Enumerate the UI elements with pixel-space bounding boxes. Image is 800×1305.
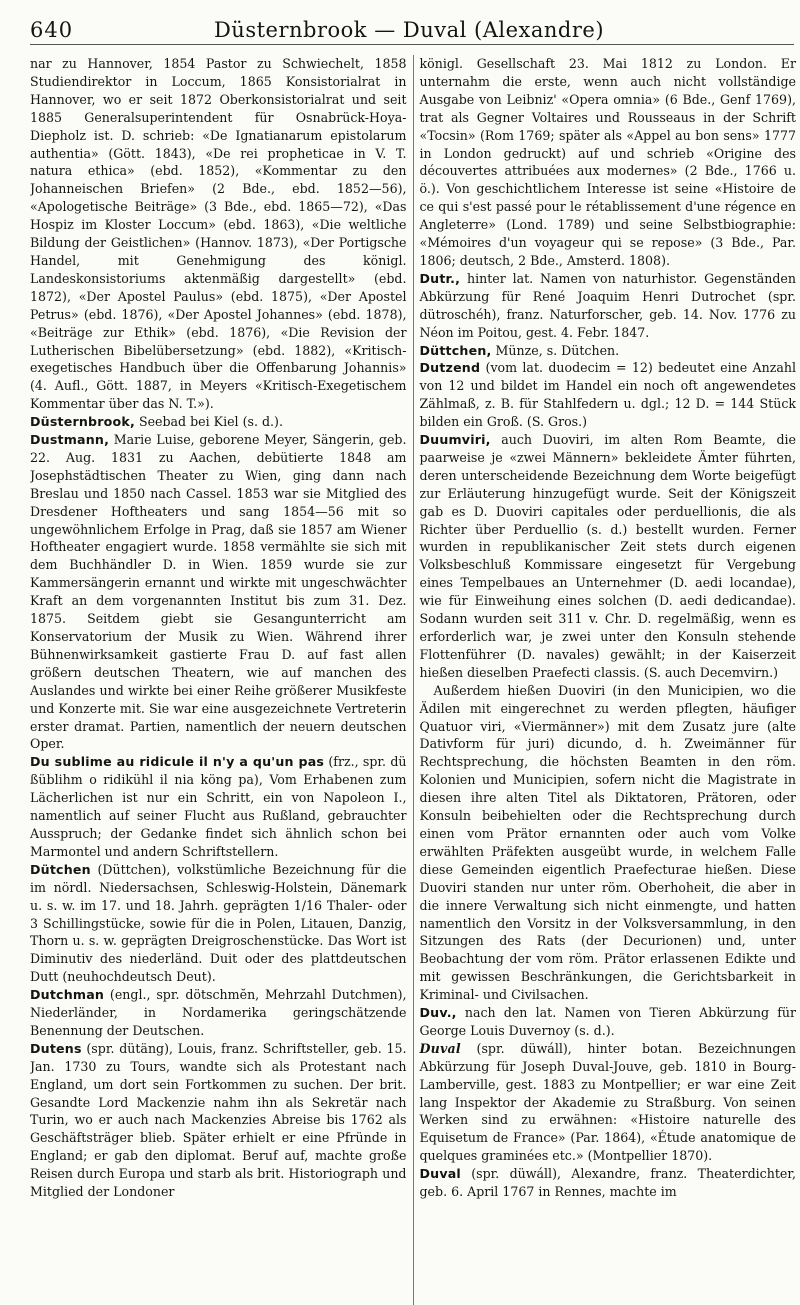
left-column — [30, 55, 413, 1305]
entry-headword: Duval — [419, 1040, 461, 1056]
entry-headword: Du sublime au ridicule il n'y a qu'un pas — [30, 754, 325, 770]
entry-text: Münze, s. Dütchen. — [491, 342, 620, 358]
dictionary-entry — [420, 270, 797, 342]
dictionary-entry — [30, 413, 407, 431]
running-head: Düsternbrook — Duval (Alexandre) — [213, 18, 605, 42]
entry-text: königl. Gesellschaft 23. Mai 1812 zu London. Er unternahm die erste, wenn auch nicht vollständige Ausgabe von Leibniz' «Opera omnia» (6 Bde., Genf 1769), trat als Gegner Voltaires und Rousseaus in der Schrift «Tocsin» (Rom 1769; später als «Appel au bon sens» 1777 in London gedruckt) auf und schrieb «Origine des découvertes attribuées aux modernes» (2 Bde., 1766 u. ö.). Von geschichtlichem Interesse ist seine «Histoire de ce qui s'est passé pour le rétablissement d'une régence en Angleterre» (Lond. 1789) und seine Selbstbiographie: «Mémoires d'un voyageur qui se repose» (3 Bde., Par. 1806; deutsch, 2 Bde., Amsterd. 1808). — [419, 56, 796, 268]
page-header — [30, 10, 788, 48]
dictionary-entry — [420, 1004, 797, 1040]
dictionary-entry — [30, 55, 407, 413]
dictionary-entry — [30, 986, 407, 1040]
entry-text: (frz., spr. dü ßüblihm o ridikühl il nia köng pa), Vom Erhabenen zum Lächerlichen ist nur ein Schritt, ein von Napoleon I., namentlich auf seiner Flucht aus Rußland, gebrauchter Ausspruch; der Gedanke findet sich ähnlich schon bei Marmontel und andern Schriftstellern. — [30, 754, 407, 859]
dictionary-entry — [420, 55, 797, 270]
entry-headword: Dütchen — [30, 861, 91, 877]
entry-text: Marie Luise, geborene Meyer, Sängerin, geb. 22. Aug. 1831 zu Aachen, debütierte 1848 am Josephstädtischen Theater zu Wien, ging dann nach Breslau und 1850 nach Cassel. 1853 war sie Mitglied des Dresdener Hoftheaters und sang 1854—56 mit so ungewöhnlichem Erfolge in Prag, daß sie 1857 am Wiener Hoftheater engagiert wurde. 1858 vermählte sie sich mit dem Buchhändler D. in Wien. 1859 wurde sie zur Kammersängerin ernannt und wirkte mit ungeschwächter Kraft an dem vorgenannten Institut bis zum 31. Dez. 1875. Seitdem giebt sie Gesangunterricht am Konservatorium der Musik zu Wien. Während ihrer Bühnenwirksamkeit gastierte Frau D. auf fast allen größern deutschen Theatern, wie auf manchen des Auslandes und wirkte bei einer Reihe größerer Musikfeste und Konzerte mit. Sie war eine ausgezeichnete Vertreterin erster dramat. Partien, namentlich der neuern deutschen Oper. — [30, 432, 407, 752]
page-number: 640 — [30, 18, 74, 42]
dictionary-entry — [420, 431, 797, 682]
entry-headword: Dustmann, — [30, 432, 110, 448]
entry-text: (spr. dütäng), Louis, franz. Schriftsteller, geb. 15. Jan. 1730 zu Tours, wandte sich als Protestant nach England, um dort sein Fortkommen zu suchen. Der brit. Gesandte Lord Mackenzie nahm ihn als Sekretär nach Turin, wo er auch nach Mackenzies Abreise bis 1762 als Geschäftsträger blieb. Später erhielt er eine Pfründe in England; er gab den diplomat. Beruf auf, machte große Reisen durch Europa und starb als brit. Historiograph und Mitglied der Londoner — [30, 1040, 407, 1200]
entry-headword: Dutchman — [30, 987, 105, 1003]
dictionary-entry — [420, 1165, 797, 1201]
entry-headword: Düsternbrook, — [30, 414, 135, 430]
entry-text: auch Duoviri, im alten Rom Beamte, die paarweise je «zwei Männern» bekleidete Ämter führten, deren unterscheidende Bezeichnung dem Worte beigefügt zur Erläuterung hinzugefügt wurde. Seit der Königszeit gab es D. Duoviri capitales oder perduellionis, die als Richter über Perduellio (s. d.) bestellt wurden. Ferner wurden in republikanischer Zeit stets durch eigenen Volksbeschluß Kommissare eingesetzt für Vergebung eines Tempelbaues an Unternehmer (D. aedi locandae), wie für Einweihung eines solchen (D. aedi dedicandae). Sodann wurden seit 311 v. Chr. D. regelmäßig, wenn es erforderlich war, je zwei unter den Konsuln stehende Flottenführer (D. navales) gewählt; in der Kaiserzeit hießen dieselben Praefecti classis. (S. auch Decemvirn.) — [419, 432, 796, 680]
entry-text: Außerdem hießen Duoviri (in den Municipien, wo die Ädilen mit eingerechnet zu werden pflegten, häufiger Quatuor viri, «Viermänner») mit dem Zusatz jure (alte Dativform für juri) dicundo, d. h. Zweimänner für Rechtsprechung, die höchsten Beamten in den röm. Kolonien und Municipien, sofern nicht die Magistrate in diesen ihre alten Titel als Diktatoren, Prätoren, oder Konsuln beibehielten oder die Rechtsprechung durch einen vom Prätor ernannten oder auch vom Volke erwählten Präfekten ausgeübt wurde, in welchem Falle diese Gemeinden eigentlich Praefecturae hießen. Diese Duoviri standen nur unter röm. Oberhoheit, die aber in die innere Verwaltung sich nicht einmengte, und hatten namentlich den Vorsitz in der Volksversammlung, in den Sitzungen des Rats (der Decurionen) und, unter Beobachtung der vom röm. Prätor erlassenen Edikte und mit gewissen Beschränkungen, die Gerichtsbarkeit in Kriminal- und Civilsachen. — [419, 682, 796, 1003]
dictionary-entry — [420, 1040, 797, 1165]
entry-headword: Duv., — [419, 1005, 457, 1021]
entry-text: Seebad bei Kiel (s. d.). — [134, 414, 283, 430]
right-column — [413, 55, 797, 1305]
text-columns — [30, 55, 796, 1305]
dictionary-entry — [30, 431, 407, 753]
entry-text: (spr. düwáll), hinter botan. Bezeichnungen Abkürzung für Joseph Duval-Jouve, geb. 1810 in Bourg-Lamberville, gest. 1883 zu Montpellier; er war eine Zeit lang Inspektor der Akademie zu Straßburg. Von seinen Werken sind zu erwähnen: «Histoire naturelle des Equisetum de France» (Par. 1864), «Étude anatomique de quelques graminées etc.» (Montpellier 1870). — [419, 1040, 796, 1164]
entry-text: (engl., spr. dötschmĕn, Mehrzahl Dutchmen), Niederländer, in Nordamerika geringschätzende Benennung der Deutschen. — [30, 987, 407, 1038]
entry-headword: Duval — [419, 1166, 461, 1182]
entry-headword: Düttchen, — [419, 342, 492, 358]
entry-headword: Dutr., — [419, 270, 461, 286]
entry-text: hinter lat. Namen von naturhistor. Gegenständen Abkürzung für René Joaquim Henri Dutrochet (spr. dütroschéh), franz. Naturforscher, geb. 14. Nov. 1776 zu Néon im Poitou, gest. 4. Febr. 1847. — [419, 270, 796, 340]
dictionary-entry — [420, 359, 797, 431]
entry-headword: Duumviri, — [419, 432, 491, 448]
dictionary-entry — [420, 342, 797, 360]
header-rule — [30, 44, 794, 45]
entry-text: (Düttchen), volkstümliche Bezeichnung für die im nördl. Niedersachsen, Schleswig-Holstein, Dänemark u. s. w. im 17. und 18. Jahrh. geprägten 1/16 Thaler- oder 3 Schillingstücke, sowie für die in Polen, Litauen, Danzig, Thorn u. s. w. geprägten Dreigroschenstücke. Das Wort ist Diminutiv des niederländ. Duit oder des plattdeutschen Dutt (neuhochdeutsch Deut). — [30, 861, 407, 985]
entry-headword: Dutzend — [419, 360, 481, 376]
entry-text: (spr. düwáll), Alexandre, franz. Theaterdichter, geb. 6. April 1767 in Rennes, machte im — [419, 1166, 796, 1200]
entry-text: nar zu Hannover, 1854 Pastor zu Schwiechelt, 1858 Studiendirektor in Loccum, 1865 Konsistorialrat in Hannover, wo er seit 1872 Oberkonsistorialrat und seit 1885 Generalsuperintendent für Osnabrück-Hoya-Diepholz ist. D. schrieb: «De Ignatianarum epistolarum authentia» (Gött. 1843), «De rei propheticae in V. T. natura ethica» (ebd. 1852), «Kommentar zu den Johanneischen Briefen» (2 Bde., ebd. 1852—56), «Apologetische Beiträge» (3 Bde., ebd. 1865—72), «Das Hospiz im Kloster Loccum» (ebd. 1863), «Die weltliche Bildung der Geistlichen» (Hannov. 1873), «Der Portigsche Handel, mit Genehmigung des königl. Landeskonsistoriums aktenmäßig dargestellt» (ebd. 1872), «Der Apostel Paulus» (ebd. 1875), «Der Apostel Petrus» (ebd. 1876), «Der Apostel Johannes» (ebd. 1878), «Beiträge zur Ethik» (ebd. 1876), «Die Revision der Lutherischen Bibelübersetzung» (ebd. 1882), «Kritisch-exegetisches Handbuch über die Offenbarung Johannis» (4. Aufl., Gött. 1887, in Meyers «Kritisch-Exegetischem Kommentar über das N. T.»). — [30, 56, 407, 412]
entry-text: (vom lat. duodecim = 12) bedeutet eine Anzahl von 12 und bildet im Handel ein noch oft angewendetes Zählmaß, z. B. für Stahlfedern u. dgl.; 12 D. = 144 Stück bilden ein Groß. (S. Gros.) — [419, 360, 796, 430]
entry-headword: Dutens — [30, 1040, 82, 1056]
dictionary-entry — [30, 753, 407, 860]
dictionary-entry — [420, 682, 797, 1004]
dictionary-entry — [30, 861, 407, 986]
dictionary-entry — [30, 1040, 407, 1201]
entry-text: nach den lat. Namen von Tieren Abkürzung für George Louis Duvernoy (s. d.). — [419, 1005, 796, 1038]
